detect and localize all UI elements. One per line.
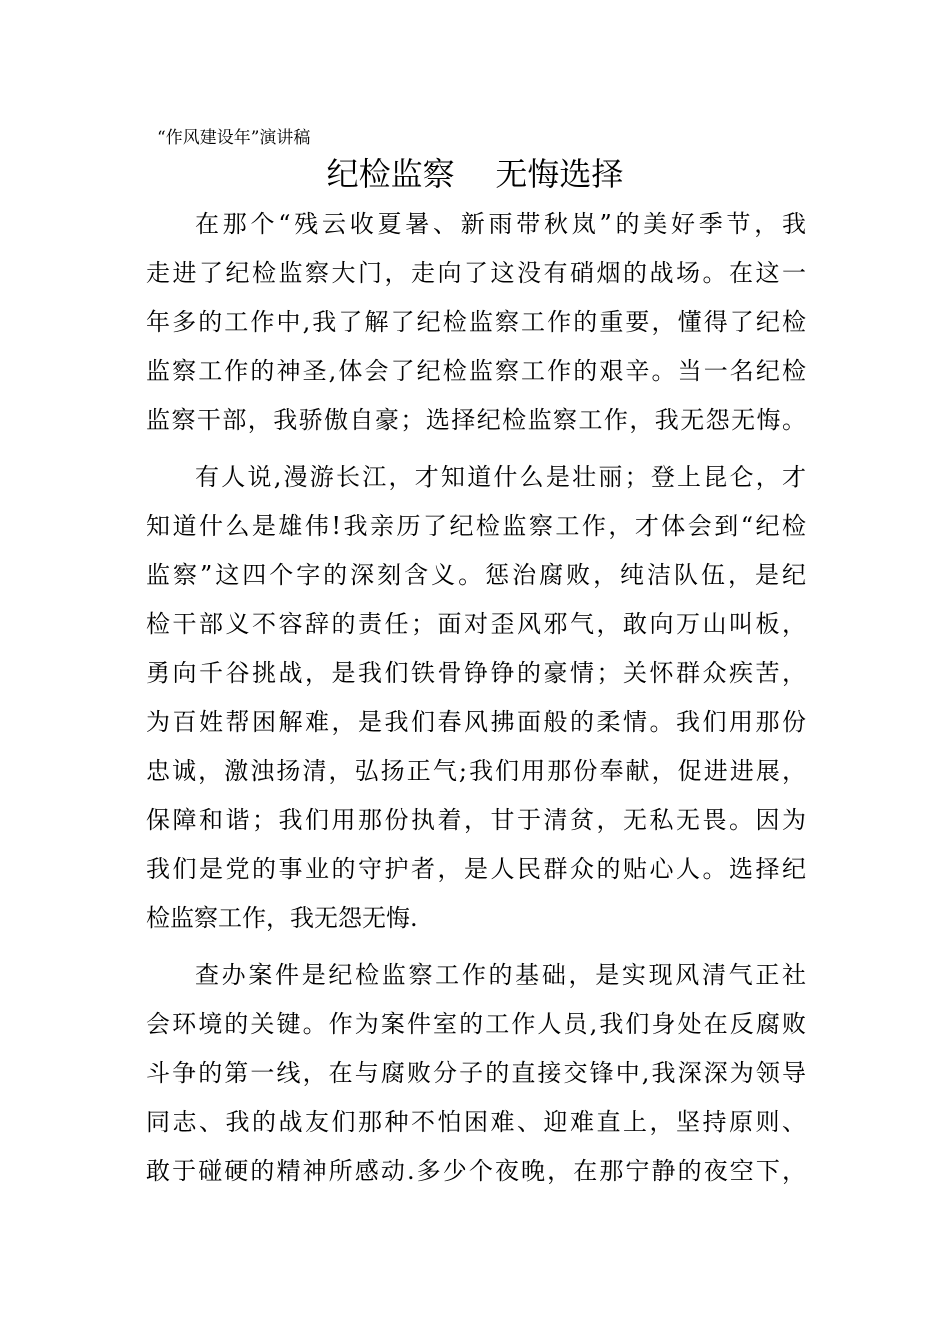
text-line: 保障和谐；我们用那份执着，甘于清贫，无私无畏。因为 (146, 806, 806, 834)
text-line: 会环境的关键。作为案件室的工作人员,我们身处在反腐败 (146, 1010, 806, 1038)
text-line: 勇向千谷挑战，是我们铁骨铮铮的豪情；关怀群众疾苦， (146, 659, 806, 687)
paragraph-2 (146, 453, 806, 943)
text-line: 有人说,漫游长江，才知道什么是壮丽；登上昆仑，才 (195, 463, 806, 491)
document-body (146, 200, 806, 1196)
paragraph-gap (146, 943, 806, 951)
text-line: 走进了纪检监察大门，走向了这没有硝烟的战场。在这一 (146, 259, 806, 287)
text-line: 监察干部，我骄傲自豪；选择纪检监察工作，我无怨无悔。 (146, 406, 806, 434)
paragraph-3 (146, 951, 806, 1196)
document-title: 纪检监察 无悔选择 (326, 155, 624, 193)
text-line: 我们是党的事业的守护者，是人民群众的贴心人。选择纪 (146, 855, 806, 883)
text-line: 斗争的第一线，在与腐败分子的直接交锋中,我深深为领导 (146, 1059, 806, 1087)
text-line: 知道什么是雄伟!我亲历了纪检监察工作，才体会到“纪检 (146, 512, 806, 540)
text-line: 查办案件是纪检监察工作的基础，是实现风清气正社 (195, 961, 806, 989)
paragraph-gap (146, 445, 806, 453)
text-line: 监察”这四个字的深刻含义。惩治腐败，纯洁队伍，是纪 (146, 561, 806, 589)
text-line: 敢于碰硬的精神所感动.多少个夜晚，在那宁静的夜空下， (146, 1157, 806, 1185)
paragraph-1 (146, 200, 806, 445)
text-line: 为百姓帮困解难，是我们春风拂面般的柔情。我们用那份 (146, 708, 806, 736)
text-line: 检干部义不容辞的责任；面对歪风邪气，敢向万山叫板， (146, 610, 806, 638)
text-line: 检监察工作，我无怨无悔. (146, 904, 418, 932)
text-line: 监察工作的神圣,体会了纪检监察工作的艰辛。当一名纪检 (146, 357, 806, 385)
text-line: 忠诚，激浊扬清，弘扬正气;我们用那份奉献，促进进展， (146, 757, 806, 785)
text-line: 同志、我的战友们那种不怕困难、迎难直上，坚持原则、 (146, 1108, 806, 1136)
document-label: “作风建设年”演讲稿 (157, 128, 311, 148)
text-line: 年多的工作中,我了解了纪检监察工作的重要，懂得了纪检 (146, 308, 806, 336)
text-line: 在那个“残云收夏暑、新雨带秋岚”的美好季节，我 (195, 210, 806, 238)
